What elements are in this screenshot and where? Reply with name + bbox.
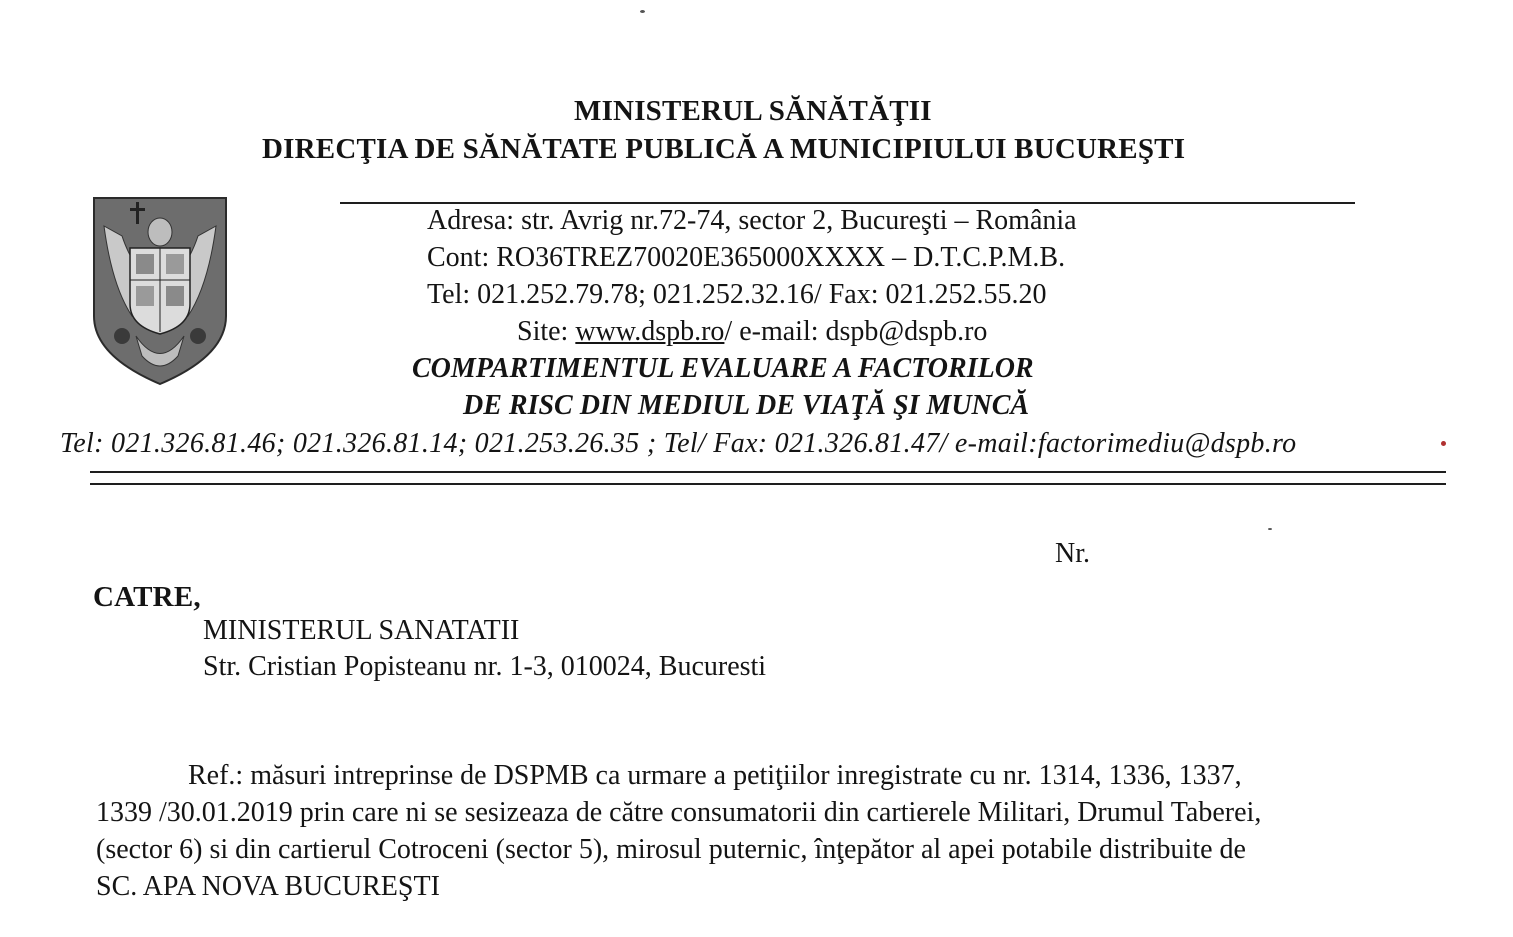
site-link[interactable]: www.dspb.ro: [575, 316, 725, 347]
email-text: / e-mail: dspb@dspb.ro: [724, 316, 988, 347]
site-label: Site:: [517, 316, 576, 347]
department-contact-line: Tel: 021.326.81.46; 021.326.81.14; 021.253.26.35 ; Tel/ Fax: 021.326.81.47/ e-mail:factorimediu@dspb.ro: [60, 428, 1297, 459]
scan-speck: [640, 10, 645, 13]
department-title-line1: COMPARTIMENTUL EVALUARE A FACTORILOR: [412, 353, 1034, 384]
recipient-address: Str. Cristian Popisteanu nr. 1-3, 010024, Bucuresti: [203, 651, 767, 682]
account-line: Cont: RO36TREZ70020E365000XXXX – D.T.C.P.M.B.: [427, 242, 1066, 273]
double-rule-bottom: [90, 483, 1446, 485]
double-rule-top: [90, 471, 1446, 473]
scan-speck: [1268, 528, 1272, 530]
reference-line-3: (sector 6) si din cartierul Cotroceni (sector 5), mirosul puternic, înţepător al apei potabile distribuite de: [96, 834, 1246, 865]
reference-line-2: 1339 /30.01.2019 prin care ni se sesizeaza de către consumatorii din cartierele Militari, Drumul Taberei,: [96, 797, 1262, 828]
directorate-title: DIRECŢIA DE SĂNĂTATE PUBLICĂ A MUNICIPIULUI BUCUREŞTI: [262, 133, 1186, 165]
coat-of-arms-icon: [92, 196, 228, 386]
to-label: CATRE,: [93, 581, 201, 613]
ministry-title: MINISTERUL SĂNĂTĂŢII: [574, 95, 932, 127]
reference-line-1: Ref.: măsuri intreprinse de DSPMB ca urmare a petiţiilor inregistrate cu nr. 1314, 1336, 1337,: [188, 760, 1242, 791]
document-number-label: Nr.: [1055, 538, 1090, 569]
phone-fax-line: Tel: 021.252.79.78; 021.252.32.16/ Fax: 021.252.55.20: [427, 279, 1047, 310]
department-title-line2: DE RISC DIN MEDIUL DE VIAŢĂ ŞI MUNCĂ: [463, 390, 1030, 421]
ink-dot: [1441, 441, 1446, 446]
address-line: Adresa: str. Avrig nr.72-74, sector 2, Bucureşti – România: [427, 205, 1077, 236]
reference-line-4: SC. APA NOVA BUCUREŞTI: [96, 871, 440, 902]
recipient-name: MINISTERUL SANATATII: [203, 615, 520, 646]
header-rule: [340, 202, 1355, 204]
site-email-line: [517, 316, 987, 348]
